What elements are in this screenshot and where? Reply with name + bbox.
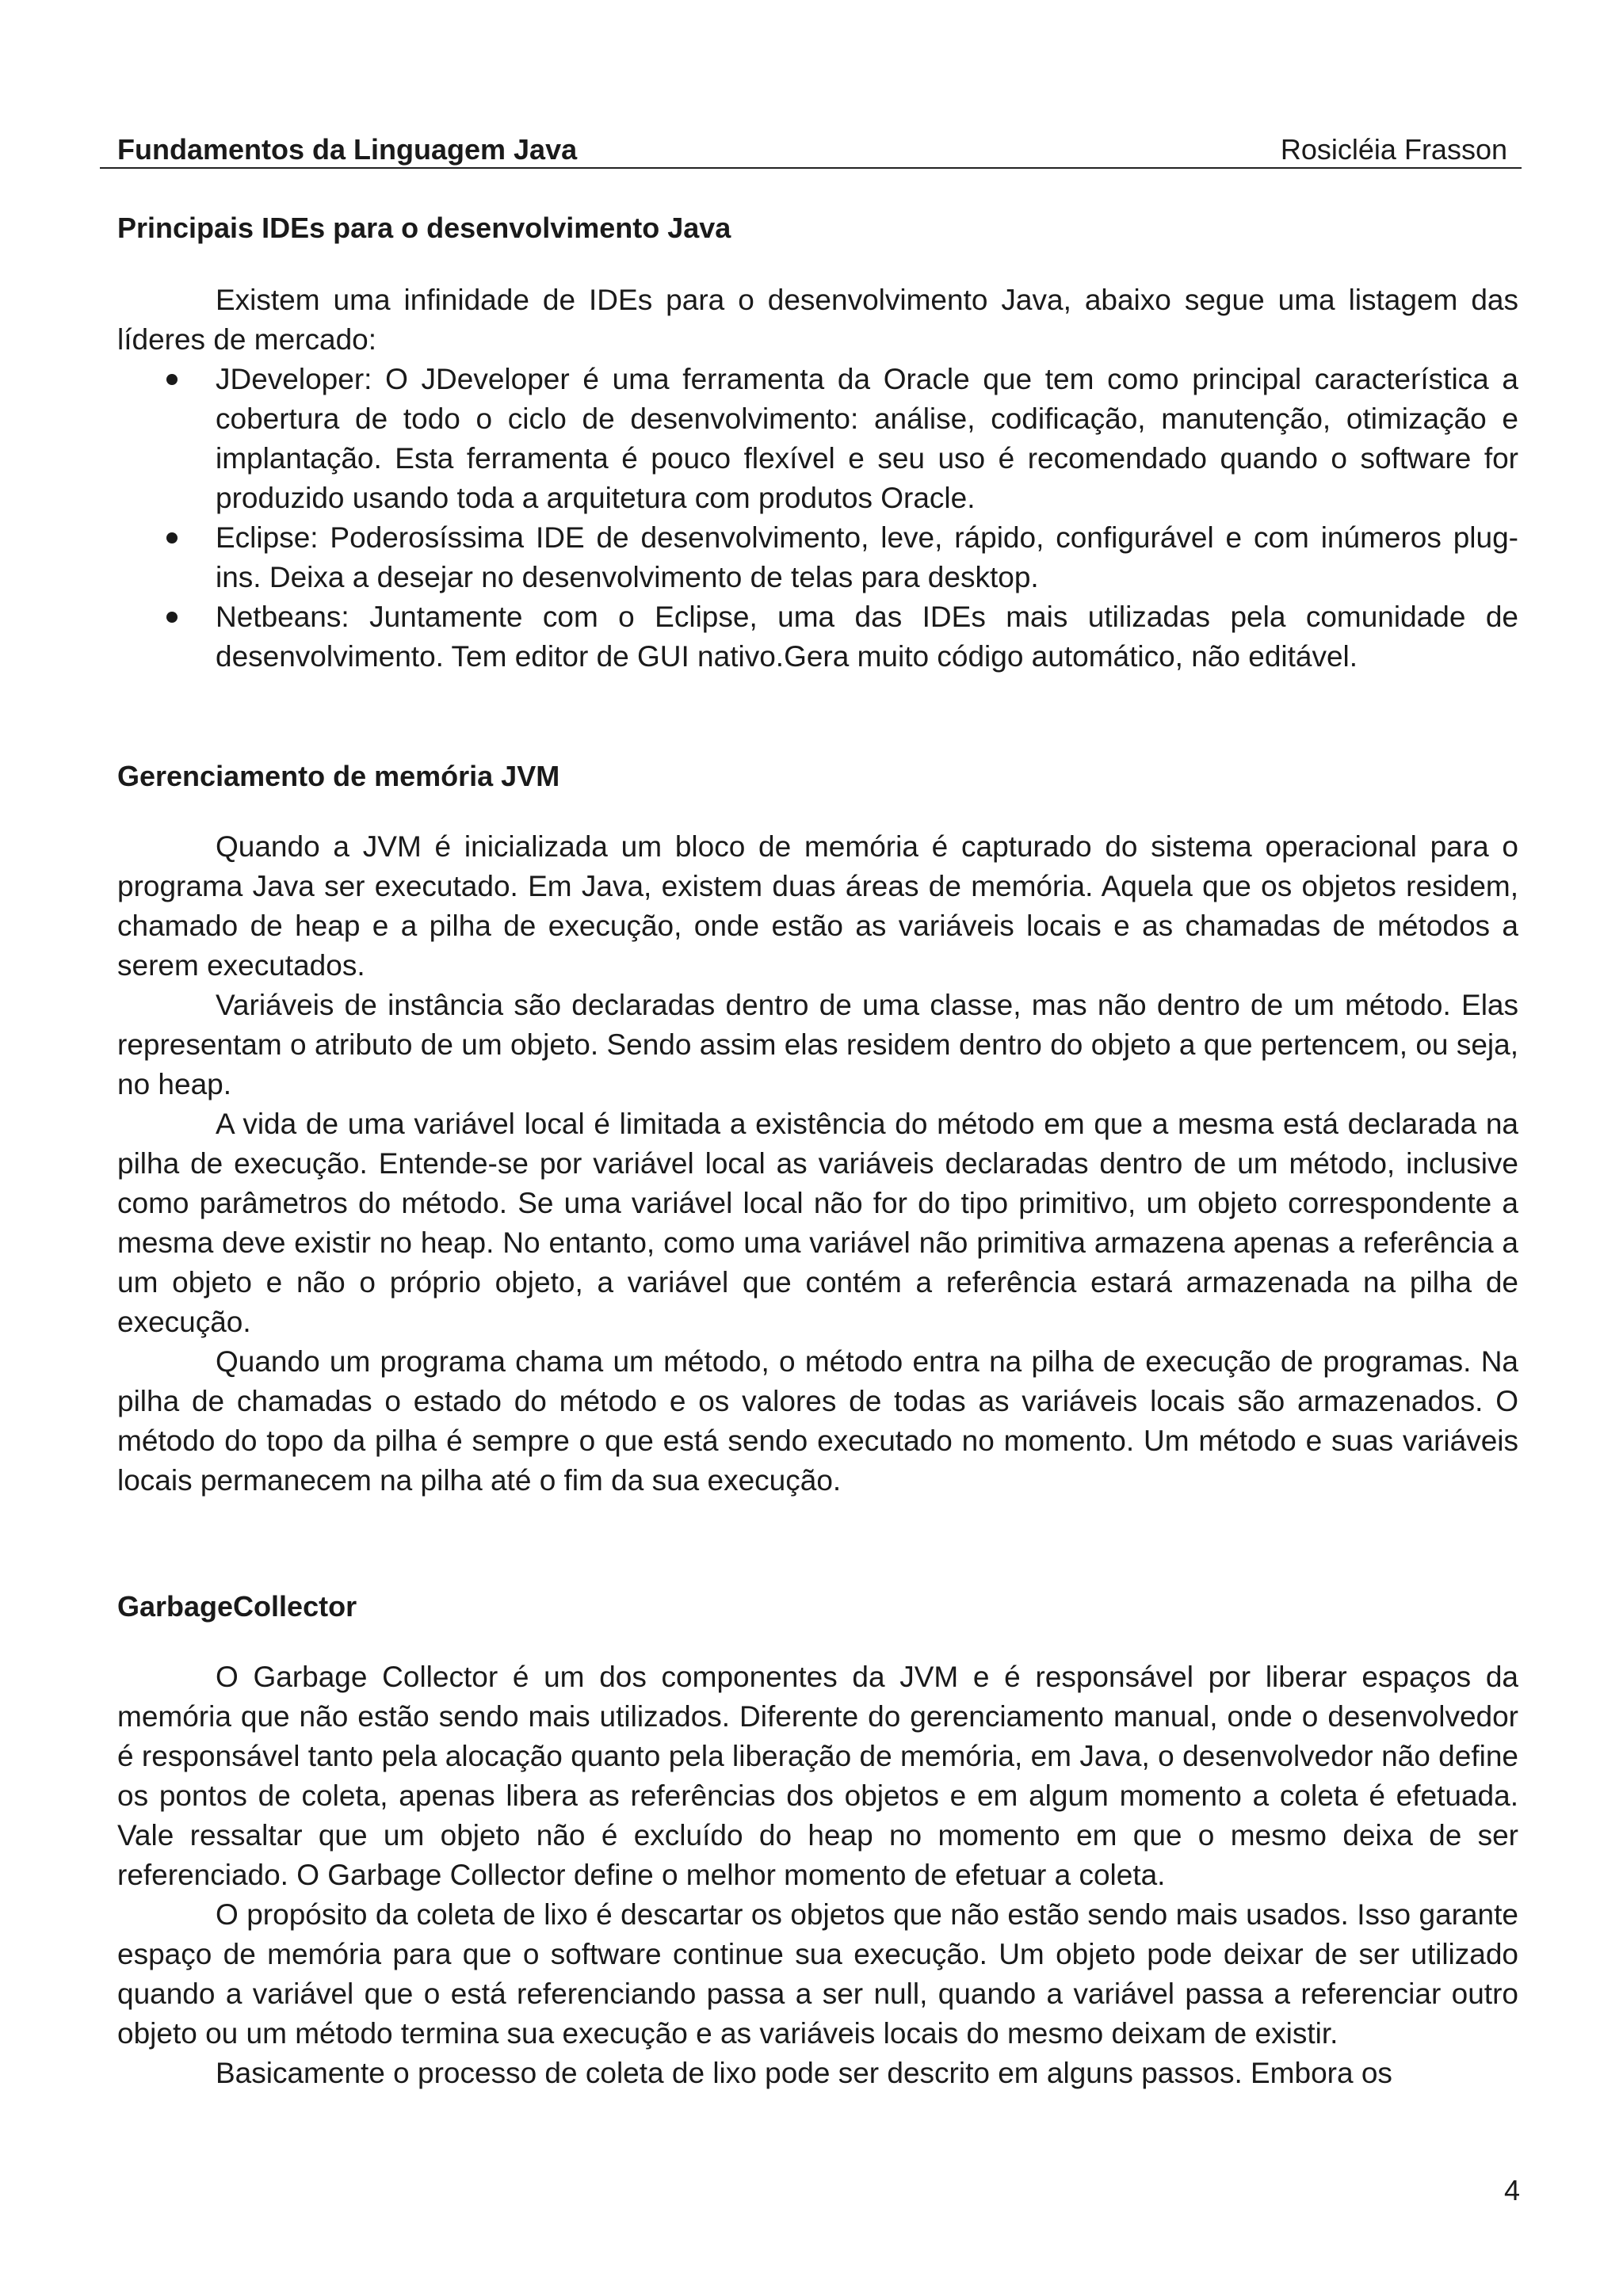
list-item-text: Eclipse: Poderosíssima IDE de desenvolvimento, leve, rápido, configurável e com inúmeros plug-ins. Deixa a desejar no desenvolvimento de telas para desktop.	[216, 521, 1518, 593]
page-number: 4	[1503, 2174, 1520, 2206]
title-spacer	[117, 1630, 1518, 1657]
section-title: GarbageCollector	[117, 1590, 357, 1623]
section-gc	[117, 1583, 1518, 2093]
section-ides	[117, 204, 1518, 677]
header-title: Fundamentos da Linguagem Java	[117, 133, 578, 166]
paragraph: Quando a JVM é inicializada um bloco de memória é capturado do sistema operacional para o programa Java ser executado. Em Java, existem duas áreas de memória. Aquela que os objetos residem, chamado de heap e a pilha de execução, onde estão as variáveis locais e as chamadas de métodos a serem executados.	[117, 830, 1518, 982]
list-item	[117, 360, 1518, 518]
page-content	[117, 204, 1518, 2093]
paragraph: A vida de uma variável local é limitada a existência do método em que a mesma está declarada na pilha de execução. Entende-se por variável local as variáveis declaradas dentro de um método, inclusive como parâmetros do método. Se uma variável local não for do tipo primitivo, um objeto correspondente a mesma deve existir no heap. No entanto, como uma variável não primitiva armazena apenas a referência a um objeto e não o próprio objeto, a variável que contém a referência estará armazenada na pilha de execução.	[117, 1108, 1518, 1338]
bullet-icon	[166, 612, 178, 623]
section-spacer	[117, 1501, 1518, 1583]
ide-list	[117, 360, 1518, 677]
bullet-icon	[166, 374, 178, 385]
paragraph: Existem uma infinidade de IDEs para o desenvolvimento Java, abaixo segue uma listagem das líderes de mercado:	[117, 284, 1518, 356]
bullet-icon	[166, 532, 178, 543]
paragraph: Variáveis de instância são declaradas dentro de uma classe, mas não dentro de um método. Elas representam o atributo de um objeto. Sendo assim elas residem dentro do objeto a que pertencem, ou seja, no heap.	[117, 989, 1518, 1100]
page-header	[100, 130, 1522, 170]
title-spacer	[117, 800, 1518, 827]
header-author: Rosicléia Frasson	[1280, 133, 1507, 166]
paragraph: O propósito da coleta de lixo é descartar os objetos que não estão sendo mais usados. Isso garante espaço de memória para que o software continue sua execução. Um objeto pode deixar de ser utilizado quando a variável que o está referenciando passa a ser null, quando a variável passa a referenciar outro objeto ou um método termina sua execução e as variáveis locais do mesmo deixam de existir.	[117, 1898, 1518, 2050]
paragraph: Basicamente o processo de coleta de lixo pode ser descrito em alguns passos. Embora os	[216, 2057, 1392, 2089]
header-divider	[100, 167, 1522, 169]
list-item-text: JDeveloper: O JDeveloper é uma ferramenta da Oracle que tem como principal característica a cobertura de todo o ciclo de desenvolvimento: análise, codificação, manutenção, otimização e implantação. Esta ferramenta é pouco flexível e seu uso é recomendado quando o software for produzido usando toda a arquitetura com produtos Oracle.	[216, 363, 1518, 514]
section-spacer	[117, 677, 1518, 753]
list-item	[117, 518, 1518, 597]
paragraph: O Garbage Collector é um dos componentes da JVM e é responsável por liberar espaços da memória que não estão sendo mais utilizados. Diferente do gerenciamento manual, onde o desenvolvedor é responsável tanto pela alocação quanto pela liberação de memória, em Java, o desenvolvedor não define os pontos de coleta, apenas libera as referências dos objetos e em algum momento a coleta é efetuada. Vale ressaltar que um objeto não é excluído do heap no momento em que o mesmo deixa de ser referenciado. O Garbage Collector define o melhor momento de efetuar a coleta.	[117, 1661, 1518, 1891]
paragraph: Quando um programa chama um método, o método entra na pilha de execução de programas. Na pilha de chamadas o estado do método e os valores de todas as variáveis locais são armazenados. O método do topo da pilha é sempre o que está sendo executado no momento. Um método e suas variáveis locais permanecem na pilha até o fim da sua execução.	[117, 1345, 1518, 1497]
list-item-text: Netbeans: Juntamente com o Eclipse, uma das IDEs mais utilizadas pela comunidade de desenvolvimento. Tem editor de GUI nativo.Gera muito código automático, não editável.	[216, 601, 1518, 673]
section-title: Gerenciamento de memória JVM	[117, 760, 560, 792]
section-title: Principais IDEs para o desenvolvimento Java	[117, 212, 731, 244]
section-memory	[117, 753, 1518, 1501]
list-item	[117, 597, 1518, 677]
